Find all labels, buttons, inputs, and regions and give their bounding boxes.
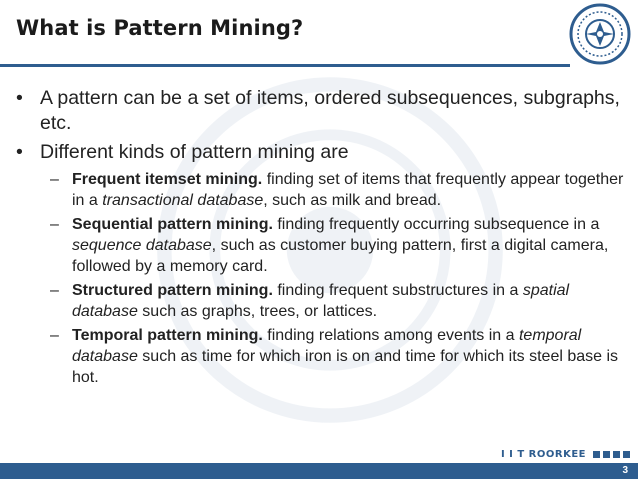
slide-title: What is Pattern Mining? <box>16 16 304 40</box>
sub-bullet-text: finding set of items that frequently appear together in a <box>72 171 624 209</box>
sub-bullet-text: finding relations among events in a <box>262 327 519 344</box>
sub-bullet-item <box>14 214 624 277</box>
brand-text: I I T ROORKEE <box>500 449 586 460</box>
sub-bullet-text: such as graphs, trees, or lattices. <box>137 303 378 320</box>
slide-content <box>14 86 624 391</box>
dash-marker: – <box>50 327 59 344</box>
bullet-text: A pattern can be a set of items, ordered subsequences, subgraphs, etc. <box>40 87 620 134</box>
sub-bullet-term: Structured pattern mining. <box>72 282 273 299</box>
bullet-marker: • <box>16 141 23 163</box>
sub-bullet-text: , such as milk and bread. <box>263 192 442 209</box>
dash-marker: – <box>50 282 59 299</box>
sub-bullet-text: finding frequent substructures in a <box>272 282 523 299</box>
sub-bullet-emphasis: sequence database <box>72 237 212 254</box>
bullet-text: Different kinds of pattern mining are <box>40 141 349 163</box>
title-underline <box>0 64 570 67</box>
sub-bullet-emphasis: temporal database <box>72 327 582 365</box>
sub-bullet-term: Temporal pattern mining. <box>72 327 263 344</box>
sub-bullet-emphasis: spatial database <box>72 282 570 320</box>
sub-bullet-term: Sequential pattern mining. <box>72 216 273 233</box>
iit-roorkee-logo-icon <box>568 2 632 66</box>
bullet-marker: • <box>16 87 23 109</box>
sub-bullet-text: finding frequently occurring subsequence in a <box>272 216 600 233</box>
footer-bar <box>0 463 638 479</box>
page-number: 3 <box>622 465 628 476</box>
footer-brand <box>501 449 630 460</box>
brand-square-icon <box>603 451 610 458</box>
sub-bullet-text: such as time for which iron is on and time for which its steel base is hot. <box>72 348 619 386</box>
bullet-item <box>14 86 624 136</box>
bullet-item <box>14 140 624 165</box>
slide-footer <box>0 445 638 479</box>
brand-square-icon <box>593 451 600 458</box>
sub-bullet-item <box>14 169 624 211</box>
brand-square-icon <box>613 451 620 458</box>
sub-bullet-item <box>14 280 624 322</box>
sub-bullet-item <box>14 325 624 388</box>
sub-bullet-text: , such as customer buying pattern, first a digital camera, followed by a memory card. <box>72 237 609 275</box>
sub-bullet-emphasis: transactional database <box>102 192 264 209</box>
brand-square-icon <box>623 451 630 458</box>
dash-marker: – <box>50 216 59 233</box>
dash-marker: – <box>50 171 59 188</box>
sub-bullet-term: Frequent itemset mining. <box>72 171 263 188</box>
